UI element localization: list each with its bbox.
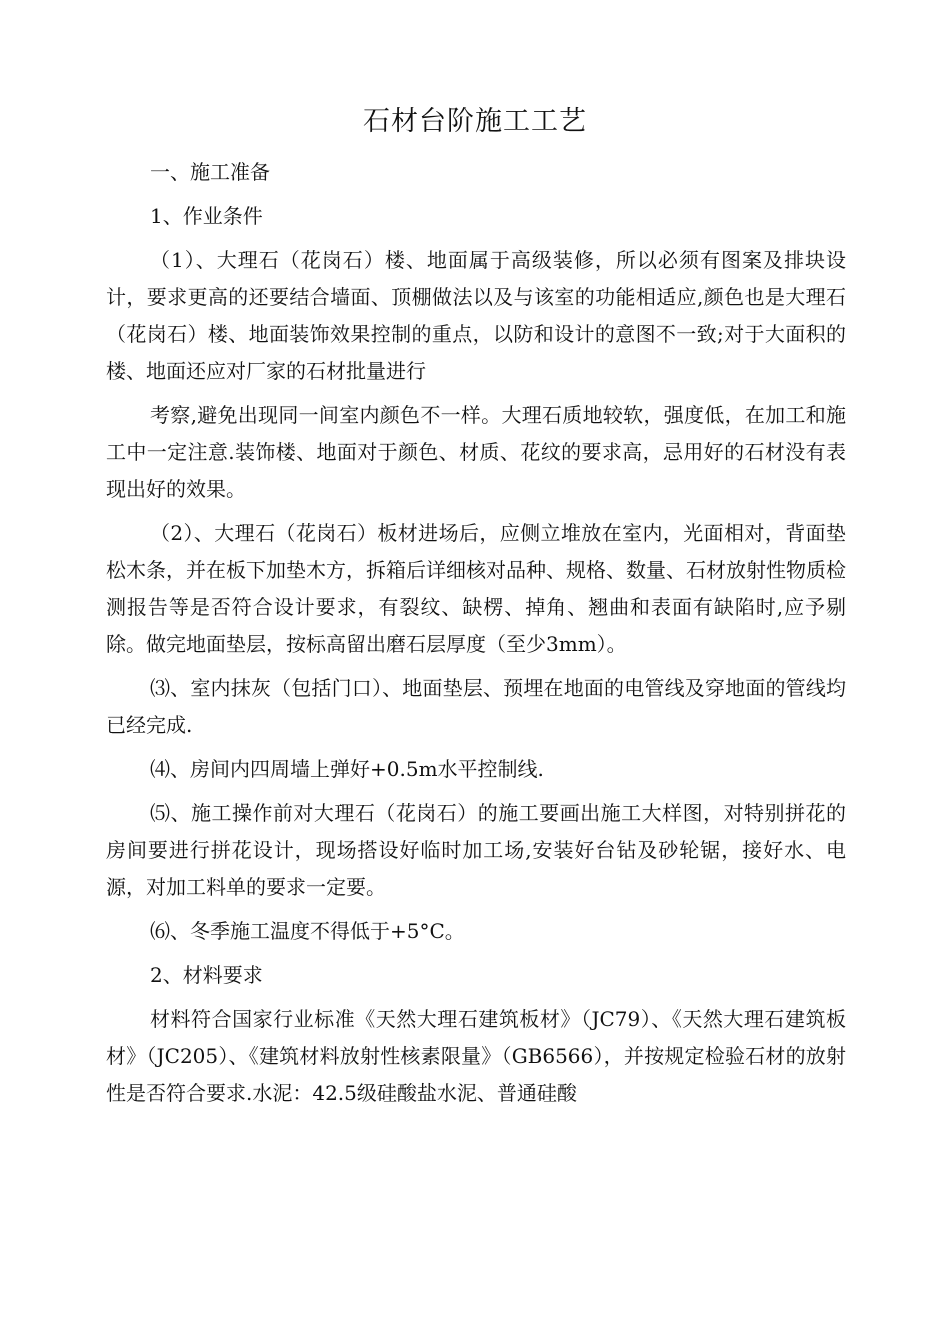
paragraph-condition-1: （1）、大理石（花岗石）楼、地面属于高级装修，所以必须有图案及排块设计，要求更高的还要结合墙面、顶棚做法以及与该室的功能相适应,颜色也是大理石（花岗石）楼、地面装饰效果控制的重点，以防和设计的意图不一致;对于大面积的楼、地面还应对厂家的石材批量进行 [106,248,846,383]
document-title: 石材台阶施工工艺 [363,106,587,137]
paragraph-condition-1-continued: 考察,避免出现同一间室内颜色不一样。大理石质地较软，强度低，在加工和施工中一定注意.装饰楼、地面对于颜色、材质、花纹的要求高，忌用好的石材没有表现出好的效果。 [106,403,846,501]
paragraph-condition-2: （2）、大理石（花岗石）板材进场后，应侧立堆放在室内，光面相对，背面垫松木条，并在板下加垫木方，拆箱后详细核对品种、规格、数量、石材放射性物质检测报告等是否符合设计要求，有裂纹、缺楞、掉角、翘曲和表面有缺陷时,应予剔除。做完地面垫层，按标高留出磨石层厚度（至少3mm）。 [106,521,846,656]
section-heading-preparation: 一、施工准备 [150,160,270,184]
paragraph-condition-6: ⑹、冬季施工温度不得低于+5°C。 [150,919,465,943]
subsection-heading-material-requirements: 2、材料要求 [150,963,263,987]
paragraph-condition-5: ⑸、施工操作前对大理石（花岗石）的施工要画出施工大样图，对特别拼花的房间要进行拼花设计，现场搭设好临时加工场,安装好台钻及砂轮锯，接好水、电源，对加工料单的要求一定要。 [106,801,846,899]
paragraph-condition-3: ⑶、室内抹灰（包括门口）、地面垫层、预埋在地面的电管线及穿地面的管线均已经完成. [106,676,846,737]
document-body [106,154,846,1119]
subsection-heading-work-conditions: 1、作业条件 [150,204,263,228]
paragraph-material-requirements: 材料符合国家行业标准《天然大理石建筑板材》（JC79）、《天然大理石建筑板材》（JC205）、《建筑材料放射性核素限量》（GB6566），并按规定检验石材的放射性是否符合要求.水泥：42.5级硅酸盐水泥、普通硅酸 [106,1007,846,1105]
paragraph-condition-4: ⑷、房间内四周墙上弹好+0.5m水平控制线. [150,757,544,781]
